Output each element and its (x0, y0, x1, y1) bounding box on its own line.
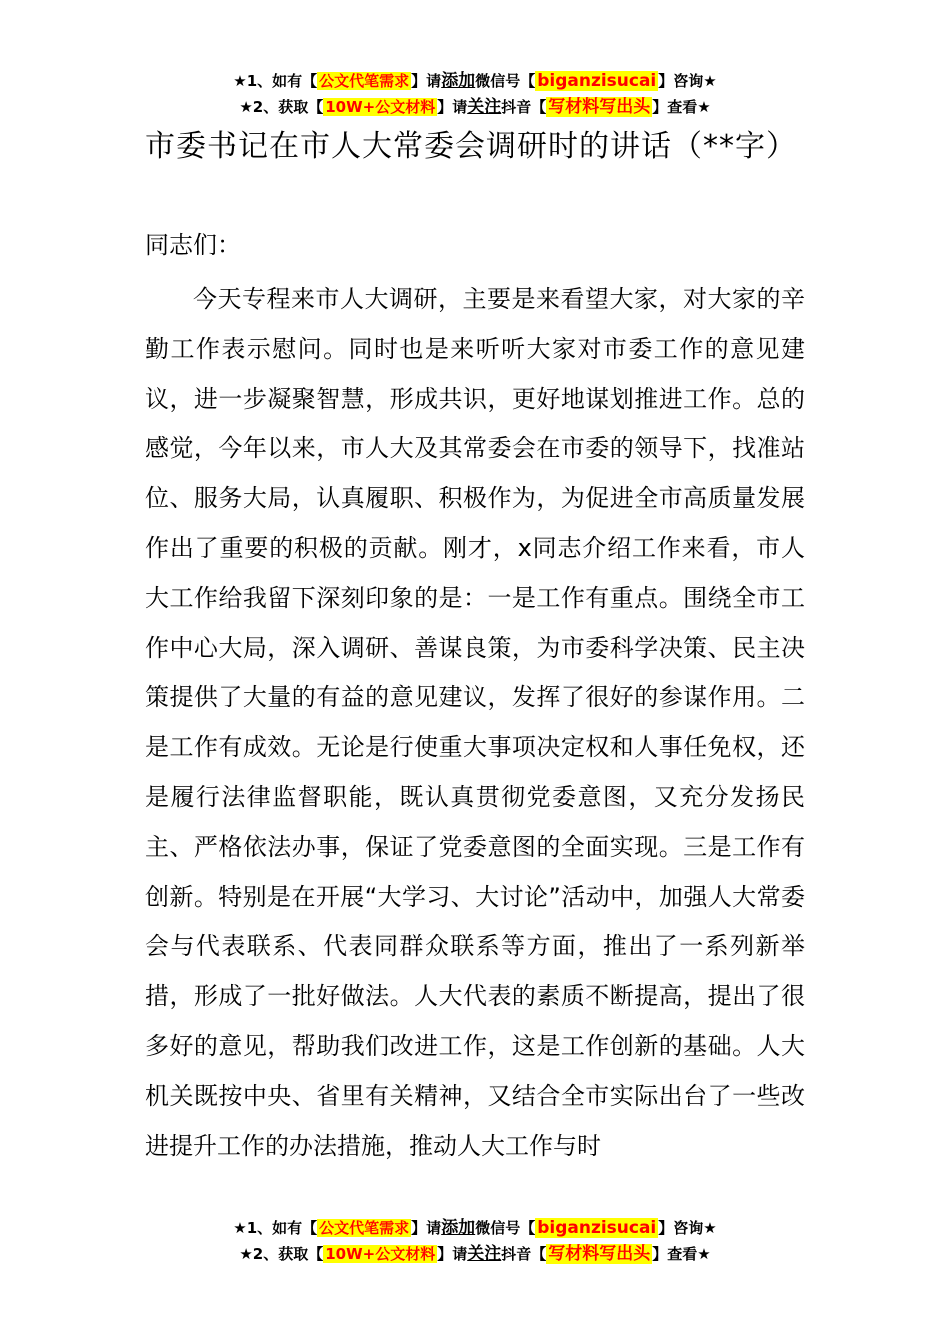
promo-text: 抖音【 (501, 98, 547, 116)
promo-text: 】请 (437, 98, 468, 116)
promo-underlined: 关注 (467, 1244, 502, 1264)
promo-underlined: 添加 (441, 1218, 476, 1238)
promo-text: 】查看★ (652, 98, 711, 116)
document-title: 市委书记在市人大常委会调研时的讲话（**字） (145, 129, 797, 164)
body-paragraph: 今天专程来市人大调研，主要是来看望大家，对大家的辛勤工作表示慰问。同时也是来听听大家对市委工作的意见建议，进一步凝聚智慧，形成共识，更好地谋划推进工作。总的感觉，今年以来，市人大及其常委会在市委的领导下，找准站位、服务大局，认真履职、积极作为，为促进全市高质量发展作出了重要的积极的贡献。刚才，x同志介绍工作来看，市人大工作给我留下深刻印象的是：一是工作有重点。围绕全市工作中心大局，深入调研、善谋良策，为市委科学决策、民主决策提供了大量的有益的意见建议，发挥了很好的参谋作用。二是工作有成效。无论是行使重大事项决定权和人事任免权，还是履行法律监督职能，既认真贯彻党委意图，又充分发扬民主、严格依法办事，保证了党委意图的全面实现。三是工作有创新。特别是在开展“大学习、大讨论”活动中，加强人大常委会与代表联系、代表同群众联系等方面，推出了一系列新举措，形成了一批好做法。人大代表的素质不断提高，提出了很多好的意见，帮助我们改进工作，这是工作创新的基础。人大机关既按中央、省里有关精神，又结合全市实际出台了一些改进提升工作的办法措施，推动人大工作与时 (145, 285, 805, 1160)
promo-highlight: biganzisucai (537, 71, 657, 91)
footer-promo-banner (0, 1215, 950, 1267)
promo-underlined: 添加 (441, 71, 476, 91)
promo-highlight: 写材料写出头 (548, 97, 651, 117)
promo-text: 】查看★ (652, 1245, 711, 1263)
promo-line-1 (0, 68, 950, 94)
promo-text: ★1、如有【 (233, 72, 318, 90)
promo-text: ★1、如有【 (233, 1219, 318, 1237)
promo-line-2 (0, 1241, 950, 1267)
promo-text: ★2、获取【 (239, 98, 324, 116)
promo-text: ★2、获取【 (239, 1245, 324, 1263)
promo-line-1 (0, 1215, 950, 1241)
promo-underlined: 关注 (467, 97, 502, 117)
salutation: 同志们： (145, 231, 241, 259)
promo-highlight: 写材料写出头 (548, 1244, 651, 1264)
promo-highlight: 10W+公文材料 (325, 1245, 436, 1263)
promo-text: 】咨询★ (658, 1219, 717, 1237)
promo-text: 微信号【 (475, 72, 536, 90)
promo-line-2 (0, 94, 950, 120)
promo-text: 抖音【 (501, 1245, 547, 1263)
promo-text: 】请 (411, 1219, 442, 1237)
promo-highlight: 公文代笔需求 (319, 72, 410, 90)
promo-highlight: 10W+公文材料 (325, 98, 436, 116)
promo-text: 】咨询★ (658, 72, 717, 90)
header-promo-banner (0, 68, 950, 120)
promo-text: 微信号【 (475, 1219, 536, 1237)
promo-text: 】请 (437, 1245, 468, 1263)
promo-highlight: 公文代笔需求 (319, 1219, 410, 1237)
promo-text: 】请 (411, 72, 442, 90)
promo-highlight: biganzisucai (537, 1218, 657, 1238)
